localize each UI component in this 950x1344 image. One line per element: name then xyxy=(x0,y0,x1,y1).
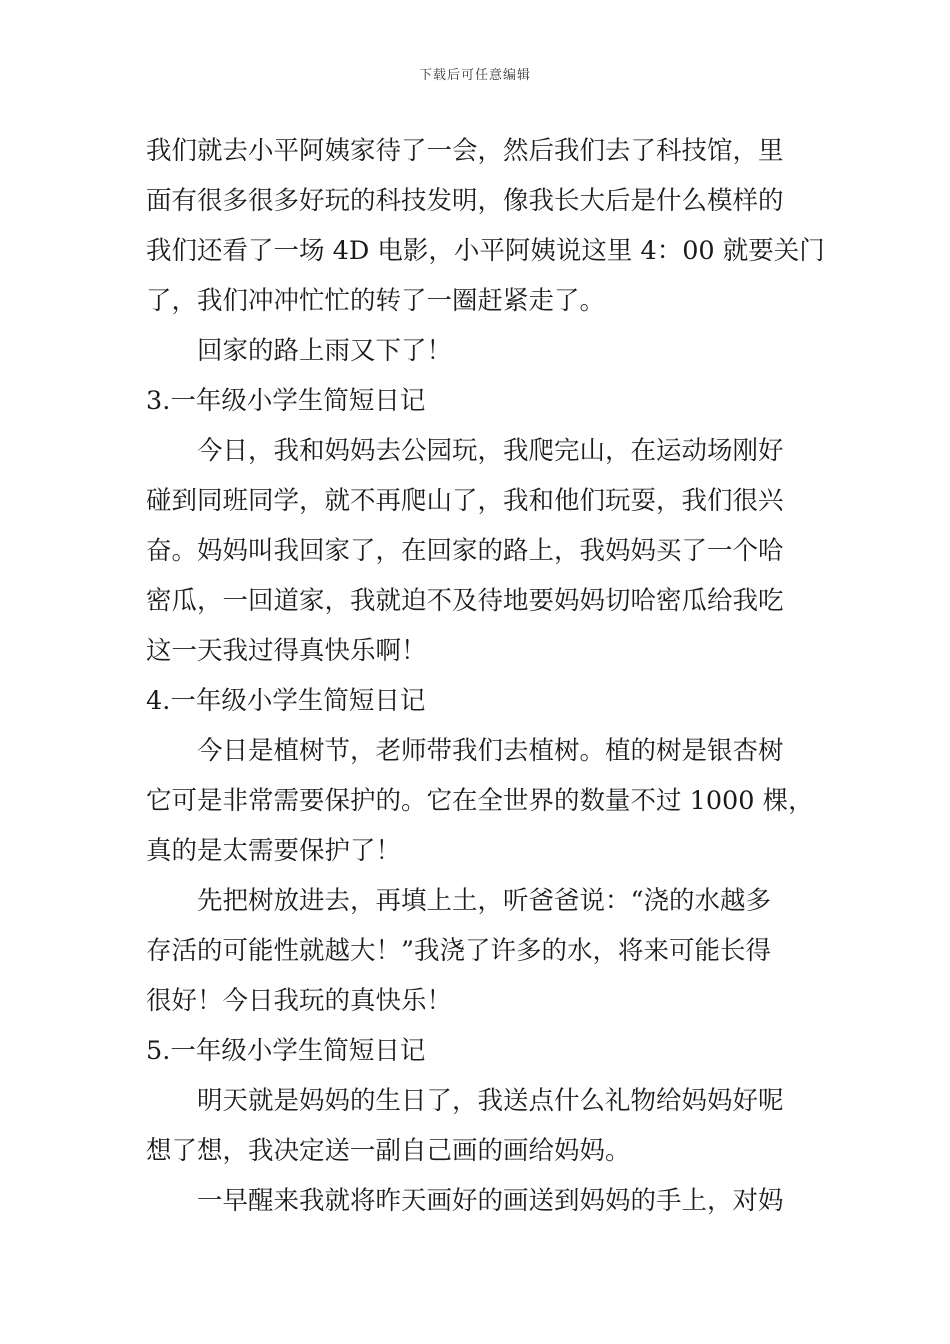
page-header: 下载后可任意编辑 xyxy=(418,68,531,83)
text-line: 想了想，我决定送一副自己画的画给妈妈。 xyxy=(146,1136,631,1166)
text-line: 我们还看了一场 4D 电影，小平阿姨说这里 4：00 就要关门 xyxy=(146,236,825,266)
text-line: 密瓜，一回道家，我就迫不及待地要妈妈切哈密瓜给我吃 xyxy=(146,586,784,616)
text-line: 明天就是妈妈的生日了，我送点什么礼物给妈妈好呢 xyxy=(197,1086,784,1116)
text-line: 今日，我和妈妈去公园玩，我爬完山，在运动场刚好 xyxy=(197,436,784,466)
text-line: 真的是太需要保护了！ xyxy=(146,836,402,866)
text-line: 奋。妈妈叫我回家了，在回家的路上，我妈妈买了一个哈 xyxy=(146,536,784,566)
section-heading: 5.一年级小学生简短日记 xyxy=(146,1036,426,1066)
text-line: 这一天我过得真快乐啊！ xyxy=(146,636,427,666)
text-line: 今日是植树节，老师带我们去植树。植的树是银杏树 xyxy=(197,736,784,766)
text-line: 了，我们冲冲忙忙的转了一圈赶紧走了。 xyxy=(146,286,606,316)
text-line: 它可是非常需要保护的。它在全世界的数量不过 1000 棵， xyxy=(146,786,814,816)
section-heading: 3.一年级小学生简短日记 xyxy=(146,386,426,416)
text-line: 回家的路上雨又下了！ xyxy=(197,336,453,366)
text-line: 存活的可能性就越大！”我浇了许多的水，将来可能长得 xyxy=(146,936,772,966)
document-body xyxy=(146,126,826,1226)
text-line: 很好！今日我玩的真快乐！ xyxy=(146,986,453,1016)
text-line: 先把树放进去，再填上土，听爸爸说：“浇的水越多 xyxy=(197,886,772,916)
text-line: 我们就去小平阿姨家待了一会，然后我们去了科技馆，里 xyxy=(146,136,784,166)
text-line: 碰到同班同学，就不再爬山了，我和他们玩耍，我们很兴 xyxy=(146,486,784,516)
text-line: 一早醒来我就将昨天画好的画送到妈妈的手上，对妈 xyxy=(197,1186,784,1216)
section-heading: 4.一年级小学生简短日记 xyxy=(146,686,426,716)
text-line: 面有很多很多好玩的科技发明，像我长大后是什么模样的 xyxy=(146,186,784,216)
